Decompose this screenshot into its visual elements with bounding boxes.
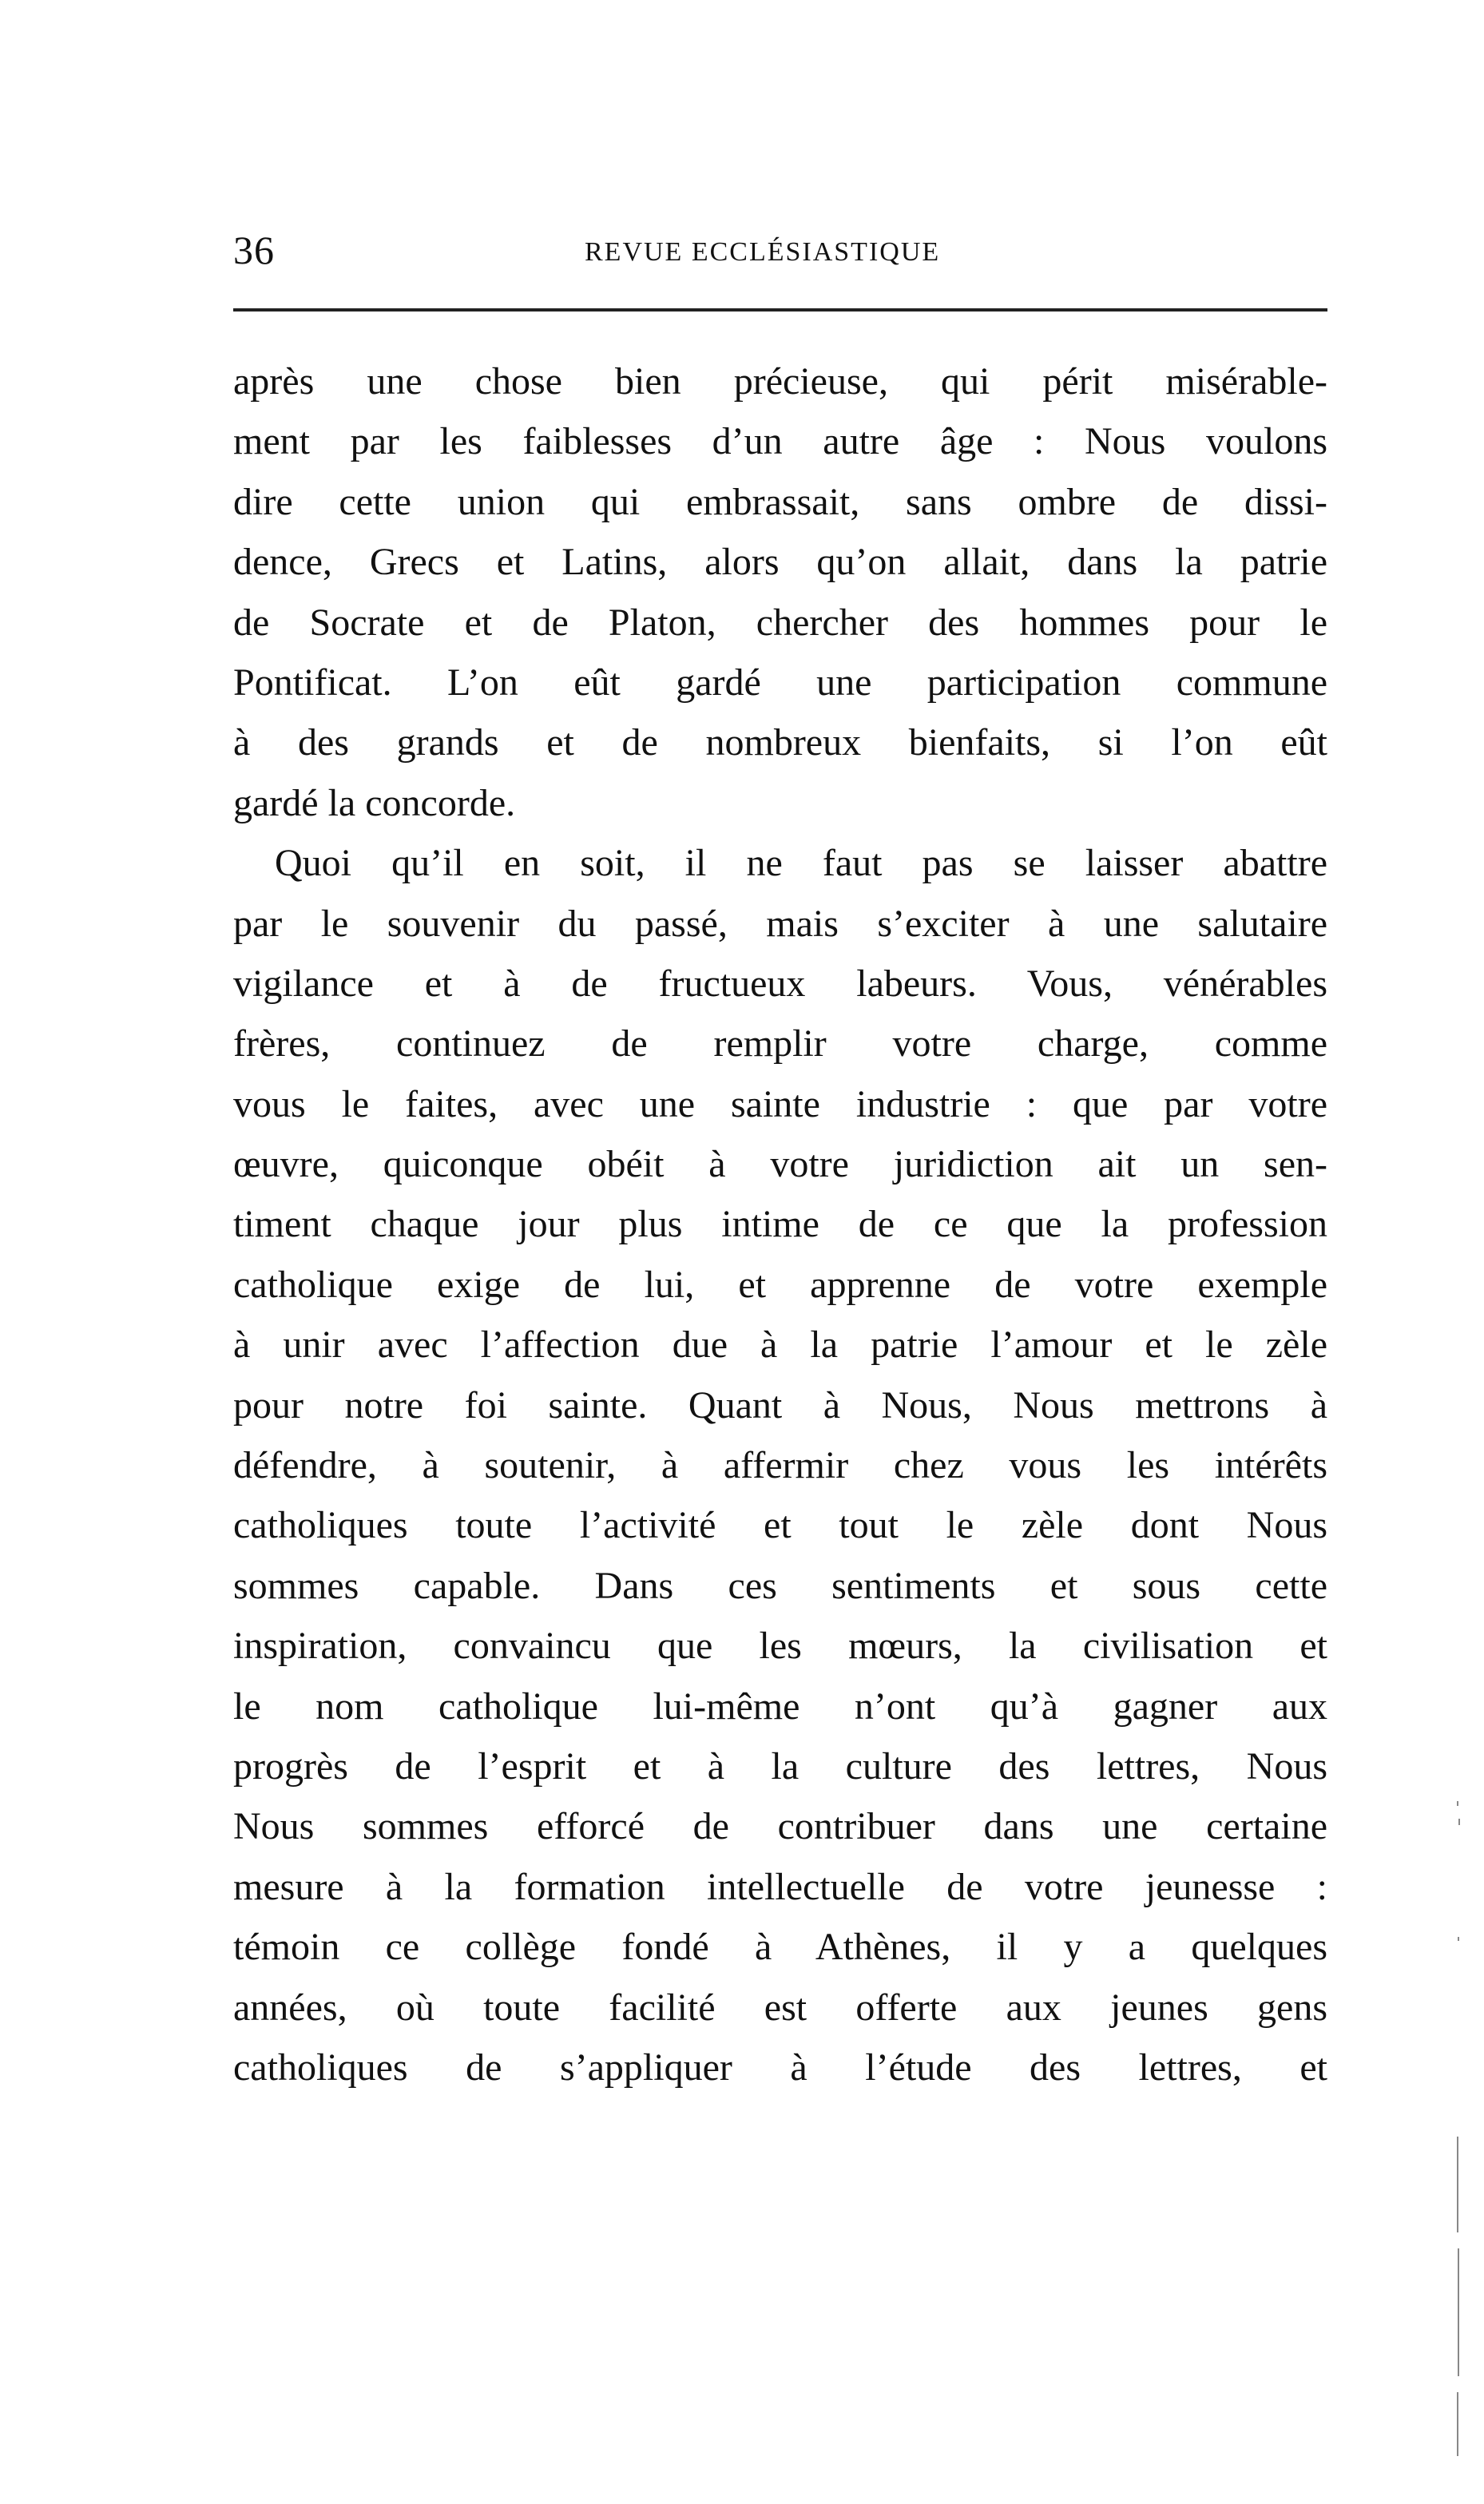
scan-mark [1457,1801,1458,1806]
text-line: le nom catholique lui-même n’ont qu’à gagner aux [233,1685,1327,1728]
text-line: dire cette union qui embrassait, sans ombre de dissi- [233,480,1327,523]
scan-mark [1457,2392,1458,2456]
text-line: inspiration, convaincu que les mœurs, la civilisation et [233,1625,1327,1668]
text-line: vigilance et à de fructueux labeurs. Vous, vénérables [233,962,1327,1005]
paragraph-start-line: Quoi qu’il en soit, il ne faut pas se laisser abattre [275,842,1327,885]
text-line: témoin ce collège fondé à Athènes, il y a quelques [233,1926,1327,1969]
scan-mark [1458,2248,1459,2376]
paragraph-end-line: gardé la concorde. [233,781,516,824]
text-line: de Socrate et de Platon, chercher des hommes pour le [233,601,1327,644]
scan-edge-marks [1455,1801,1465,2464]
text-line: après une chose bien précieuse, qui périt misérable- [233,360,1327,403]
text-line: défendre, à soutenir, à affermir chez vous les intérêts [233,1444,1327,1487]
scan-mark [1458,1937,1459,1941]
text-line: dence, Grecs et Latins, alors qu’on allait, dans la patrie [233,541,1327,584]
journal-title: REVUE ECCLÉSIASTIQUE [585,237,941,267]
text-line: à des grands et de nombreux bienfaits, si l’on eût [233,721,1327,764]
text-line: catholiques toute l’activité et tout le zèle dont Nous [233,1504,1327,1547]
text-line: catholique exige de lui, et apprenne de votre exemple [233,1263,1327,1306]
text-line: Pontificat. L’on eût gardé une participation commune [233,661,1327,704]
text-line: vous le faites, avec une sainte industrie : que par votre [233,1082,1327,1125]
body-text [233,351,1327,2097]
text-line: œuvre, quiconque obéit à votre juridiction ait un sen- [233,1143,1327,1186]
text-line: pour notre foi sainte. Quant à Nous, Nous mettrons à [233,1383,1327,1427]
scan-mark [1457,2137,1458,2232]
text-line: ment par les faiblesses d’un autre âge : Nous voulons [233,420,1327,463]
text-line: Nous sommes efforcé de contribuer dans une certaine [233,1805,1327,1848]
scan-mark [1458,1819,1460,1825]
text-line: par le souvenir du passé, mais s’exciter à une salutaire [233,902,1327,945]
page-number: 36 [233,228,275,272]
text-line: années, où toute facilité est offerte aux jeunes gens [233,1986,1327,2029]
text-line: frères, continuez de remplir votre charge, comme [233,1022,1327,1065]
text-line: mesure à la formation intellectuelle de votre jeunesse : [233,1865,1327,1908]
text-line: sommes capable. Dans ces sentiments et sous cette [233,1564,1327,1607]
text-line: timent chaque jour plus intime de ce que la profession [233,1203,1327,1246]
text-line: à unir avec l’affection due à la patrie l’amour et le zèle [233,1323,1327,1367]
text-line: catholiques de s’appliquer à l’étude des lettres, et [233,2046,1327,2089]
running-header [233,222,1327,278]
text-line: progrès de l’esprit et à la culture des lettres, Nous [233,1744,1327,1788]
header-rule [233,308,1327,312]
